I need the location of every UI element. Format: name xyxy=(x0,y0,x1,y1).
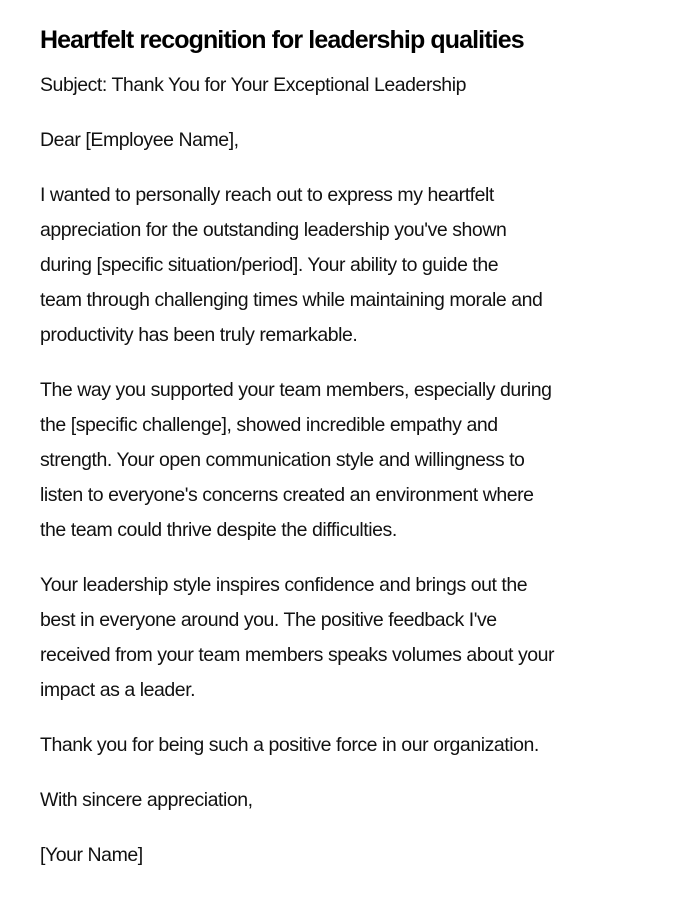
document-title: Heartfelt recognition for leadership qualities xyxy=(40,26,524,54)
paragraph-line: Your leadership style inspires confidence and brings out the xyxy=(40,574,528,596)
paragraph-line: best in everyone around you. The positive feedback I've xyxy=(40,609,497,631)
signature-name: [Your Name] xyxy=(40,844,143,866)
paragraph-line: during [specific situation/period]. Your ability to guide the xyxy=(40,254,499,276)
paragraph-1 xyxy=(40,178,670,353)
salutation-block xyxy=(40,123,670,158)
paragraph-line: appreciation for the outstanding leadership you've shown xyxy=(40,219,507,241)
signature-block xyxy=(40,838,670,873)
paragraph-line: received from your team members speaks volumes about your xyxy=(40,644,555,666)
paragraph-line: team through challenging times while maintaining morale and xyxy=(40,289,543,311)
paragraph-line: the team could thrive despite the difficulties. xyxy=(40,519,397,541)
sign-off-block xyxy=(40,783,670,818)
paragraph-line: The way you supported your team members, especially during xyxy=(40,379,552,401)
subject-line: Subject: Thank You for Your Exceptional Leadership xyxy=(40,74,466,96)
closing-line: Thank you for being such a positive force in our organization. xyxy=(40,734,539,756)
paragraph-line: impact as a leader. xyxy=(40,679,196,701)
paragraph-line: the [specific challenge], showed incredible empathy and xyxy=(40,414,498,436)
paragraph-line: productivity has been truly remarkable. xyxy=(40,324,358,346)
paragraph-line: listen to everyone's concerns created an environment where xyxy=(40,484,534,506)
letter-document xyxy=(40,22,670,893)
paragraph-line: strength. Your open communication style and willingness to xyxy=(40,449,525,471)
paragraph-2 xyxy=(40,373,670,548)
subject-line-block xyxy=(40,68,670,103)
paragraph-line: I wanted to personally reach out to express my heartfelt xyxy=(40,184,494,206)
closing-paragraph xyxy=(40,728,670,763)
salutation: Dear [Employee Name], xyxy=(40,129,239,151)
paragraph-3 xyxy=(40,568,670,708)
sign-off: With sincere appreciation, xyxy=(40,789,253,811)
